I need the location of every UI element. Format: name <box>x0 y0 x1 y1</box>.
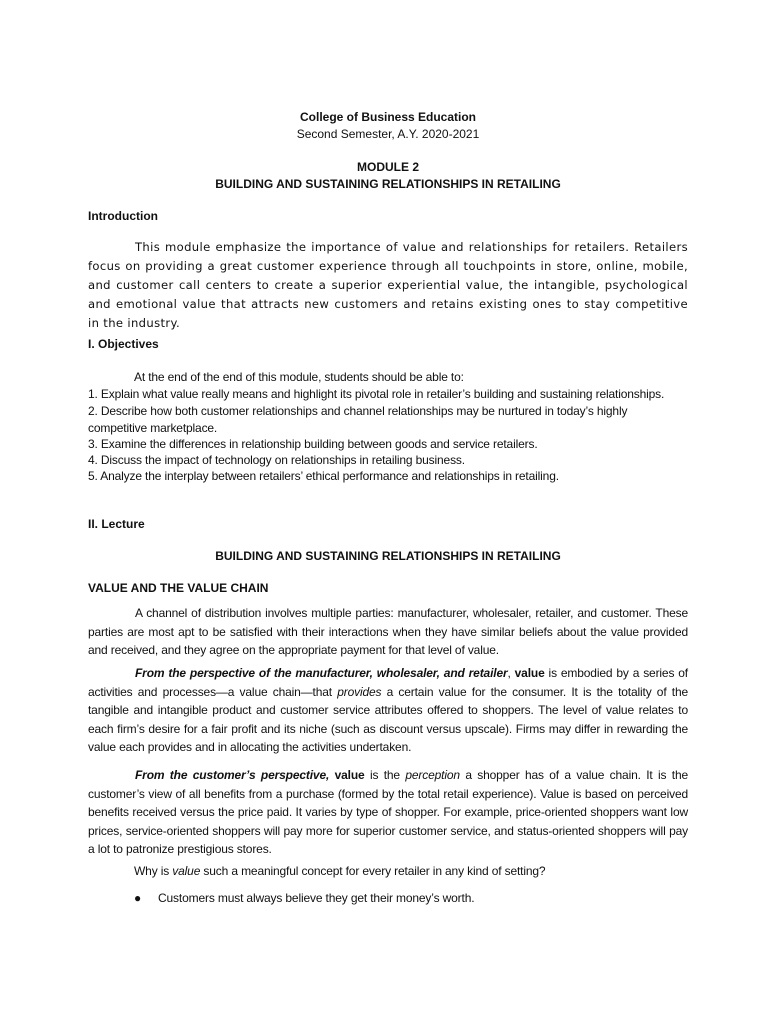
college-name: College of Business Education <box>299 110 477 124</box>
customer-perspective-lead: From the customer’s perspective, <box>135 768 330 782</box>
question-text: such a meaningful concept for every retailer in any kind of setting? <box>200 864 546 878</box>
paragraph-channel: A channel of distribution involves multiple parties: manufacturer, wholesaler, retailer, and customer. These parties are most apt to be satisfied with their interactions when they have similar beliefs about the value provided and received, and they agree on the appropriate payment for that level of value. <box>88 606 688 657</box>
emphasis-text: value <box>172 864 201 878</box>
manufacturer-perspective-comma: , <box>507 666 515 680</box>
objective-item-1: 1. Explain what value really means and highlight its pivotal role in retailer’s building and sustaining relationships. <box>88 387 665 401</box>
objectives-heading: I. Objectives <box>88 337 159 351</box>
question-text: Why is <box>134 864 173 878</box>
paragraph-text: a shopper has of a value chain. It is the customer’s view of all benefits from a purchase (formed by the total retail experience). Value is based on perceived benefits received versus the price paid. It varies by type of shopper. For example, price-oriented shoppers want low prices, service-oriented shoppers will pay more for superior customer service, and status-oriented shoppers will pay a lot to patronize prestigious stores. <box>88 768 688 856</box>
module-number: MODULE 2 <box>356 160 419 174</box>
bullet-dot-icon: ● <box>134 891 142 905</box>
paragraph-text: a certain value for the consumer. It is the totality of the tangible and intangible product and customer service attributes offered to shoppers. The level of value relates to each firm’s desire for a fair profit and its niche (such as discount versus upscale). Firms may differ in rewarding the value each provides and in allocating the activities undertaken. <box>88 684 688 754</box>
semester: Second Semester, A.Y. 2020-2021 <box>296 127 480 141</box>
emphasis-text: perception <box>405 768 460 782</box>
objective-item-3: 3. Examine the differences in relationship building between goods and service retailers. <box>88 437 538 451</box>
paragraph-text: is embodied by a series of activities and processes—a value chain—that <box>88 666 688 699</box>
module-title: BUILDING AND SUSTAINING RELATIONSHIPS IN RETAILING <box>215 177 561 191</box>
lecture-heading: II. Lecture <box>88 517 145 531</box>
objectives-lead: At the end of the end of this module, students should be able to: <box>134 370 464 384</box>
introduction-body: This module emphasize the importance of value and relationships for retailers. Retailers focus on providing a great customer experience through all touchpoints in store, online, mobile, and customer call centers to create a superior experiential value, the intangible, psychological and emotional value that attracts new customers and retains existing ones to stay competitive in the industry. <box>88 240 688 330</box>
paragraph-manufacturer-perspective <box>88 664 688 757</box>
introduction-heading: Introduction <box>88 209 158 223</box>
value-term: value <box>334 768 365 782</box>
objective-item-2: 2. Describe how both customer relationships and channel relationships may be nurtured in today’s highly competitive marketplace. <box>88 404 628 435</box>
manufacturer-perspective-lead: From the perspective of the manufacturer, wholesaler, and retailer <box>135 666 508 680</box>
value-question <box>134 864 688 878</box>
value-term: value <box>514 666 545 680</box>
paragraph-customer-perspective <box>88 766 688 859</box>
paragraph-text: is the <box>364 768 406 782</box>
bullet-text: Customers must always believe they get their money’s worth. <box>158 891 475 905</box>
lecture-title: BUILDING AND SUSTAINING RELATIONSHIPS IN RETAILING <box>215 549 561 563</box>
section-heading: VALUE AND THE VALUE CHAIN <box>88 581 269 595</box>
objective-item-5: 5. Analyze the interplay between retailers’ ethical performance and relationships in retailing. <box>88 469 559 483</box>
objective-item-4: 4. Discuss the impact of technology on relationships in retailing business. <box>88 453 465 467</box>
emphasis-text: provides <box>337 684 382 699</box>
